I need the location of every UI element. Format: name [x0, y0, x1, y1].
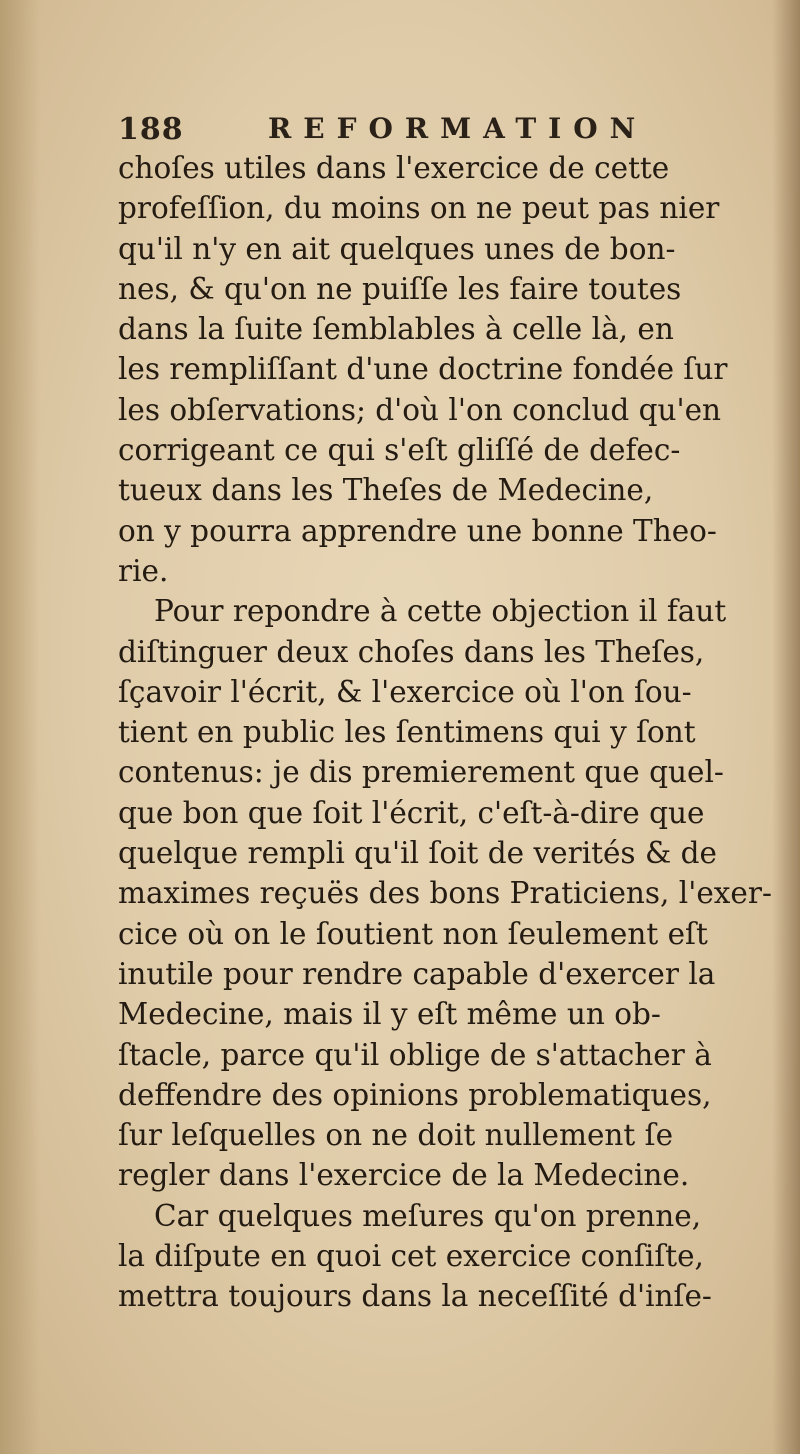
text-line: la diſpute en quoi cet exercice conſiſte,: [118, 1239, 704, 1274]
text-line: diſtinguer deux choſes dans les Theſes,: [118, 634, 705, 669]
text-line: ſtacle, parce qu'il oblige de s'attacher à: [118, 1037, 712, 1072]
text-line: maximes reçuës des bons Praticiens, l'exer-: [118, 876, 772, 911]
text-line: dans la ſuite ſemblables à celle là, en: [118, 312, 674, 347]
text-line: corrigeant ce qui s'eſt gliſſé de defec-: [118, 433, 681, 468]
text-line: ſçavoir l'écrit, & l'exercice où l'on ſou-: [118, 674, 692, 709]
text-line: cice où on le ſoutient non ſeulement eſt: [118, 916, 708, 951]
text-line: Medecine, mais il y eſt même un ob-: [118, 997, 661, 1032]
text-line: inutile pour rendre capable d'exercer la: [118, 956, 716, 991]
page-number: 188: [118, 112, 184, 147]
text-line: les rempliſſant d'une doctrine fondée ſur: [118, 352, 728, 387]
text-line: les obſervations; d'où l'on conclud qu'en: [118, 392, 722, 427]
text-line: qu'il n'y en ait quelques unes de bon-: [118, 231, 676, 266]
page-header: [118, 112, 718, 152]
text-line: tient en public les ſentimens qui y ſont: [118, 715, 696, 750]
paragraph-start-line: Pour repondre à cette objection il faut: [154, 594, 727, 629]
paragraph-start-line: Car quelques meſures qu'on prenne,: [154, 1198, 702, 1233]
text-line: tueux dans les Theſes de Medecine,: [118, 473, 654, 508]
text-line: choſes utiles dans l'exercice de cette: [118, 151, 670, 185]
text-line: quelque rempli qu'il ſoit de verités & de: [118, 836, 717, 871]
body-text: [118, 148, 778, 1317]
text-line: regler dans l'exercice de la Medecine.: [118, 1158, 690, 1193]
text-line: que bon que ſoit l'écrit, c'eſt-à-dire que: [118, 795, 705, 830]
text-line: nes, & qu'on ne puiſſe les faire toutes: [118, 271, 682, 306]
text-line: mettra toujours dans la neceſſité d'inſe-: [118, 1279, 712, 1314]
text-line: contenus: je dis premierement que quel-: [118, 755, 724, 790]
text-line: ſur leſquelles on ne doit nullement ſe: [118, 1118, 674, 1153]
running-head: REFORMATION: [268, 112, 648, 145]
text-line: rie.: [118, 553, 169, 588]
text-line: deffendre des opinions problematiques,: [118, 1077, 712, 1112]
text-line: profeſſion, du moins on ne peut pas nier: [118, 191, 720, 226]
text-line: on y pourra apprendre une bonne Theo-: [118, 513, 717, 548]
